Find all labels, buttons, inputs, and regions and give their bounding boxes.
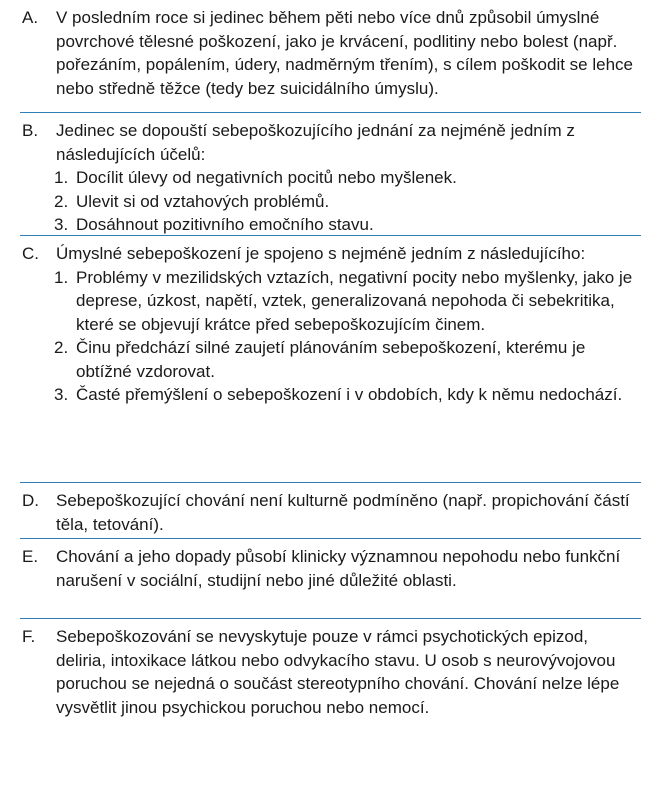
criterion-c xyxy=(20,236,641,483)
item-text: Činu předchází silné zaujetí plánováním sebepoškození, kterému je obtížné vzdorovat. xyxy=(76,338,586,381)
list-item xyxy=(54,166,641,190)
item-text: Ulevit si od vztahových problémů. xyxy=(76,191,330,211)
criterion-letter: A. xyxy=(22,8,39,27)
item-text: Časté přemýšlení o sebepoškození i v obdobích, kdy k němu nedochází. xyxy=(76,385,623,404)
list-item xyxy=(54,336,641,383)
criterion-text: Sebepoškozování se nevyskytuje pouze v rámci psychotických epizod, deliria, intoxikace látkou nebo odvykacího stavu. U osob s neurovývojovou poruchou se nejedná o součást stereotypního chování. Chování nelze lépe vysvětlit jinou psychickou poruchou nebo nemocí. xyxy=(56,627,620,717)
criterion-items xyxy=(54,166,641,237)
list-item xyxy=(54,190,641,214)
criterion-text: Sebepoškozující chování není kulturně podmíněno (např. propichování částí těla, tetování). xyxy=(56,491,630,534)
list-item xyxy=(54,213,641,237)
criterion-a xyxy=(20,0,641,113)
item-number: 2. xyxy=(54,338,69,357)
criterion-text: Jedinec se dopouští sebepoškozujícího jednání za nejméně jedním z následujících účelů: xyxy=(56,121,575,164)
criterion-letter: F. xyxy=(22,627,36,646)
criterion-letter: C. xyxy=(22,244,39,263)
item-number: 2. xyxy=(54,191,69,211)
list-item xyxy=(54,266,641,337)
item-number: 1. xyxy=(54,267,69,287)
criterion-d xyxy=(20,483,641,539)
criterion-letter: D. xyxy=(22,491,39,510)
criterion-text: Chování a jeho dopady působí klinicky významnou nepohodu nebo funkční narušení v sociální, studijní nebo jiné důležité oblasti. xyxy=(56,547,621,590)
criterion-items xyxy=(54,266,641,407)
item-number: 3. xyxy=(54,215,69,234)
list-item xyxy=(54,383,641,407)
criterion-e xyxy=(20,539,641,619)
criterion-letter: B. xyxy=(22,121,39,140)
item-number: 1. xyxy=(54,168,69,187)
item-text: Docílit úlevy od negativních pocitů nebo myšlenek. xyxy=(76,168,457,187)
item-text: Dosáhnout pozitivního emočního stavu. xyxy=(76,215,374,234)
criterion-letter: E. xyxy=(22,547,39,566)
item-number: 3. xyxy=(54,385,69,404)
criterion-text: Úmyslné sebepoškození je spojeno s nejméně jedním z následujícího: xyxy=(56,244,586,263)
criterion-f xyxy=(20,619,641,726)
criterion-text: V posledním roce si jedinec během pěti nebo více dnů způsobil úmyslné povrchové tělesné poškození, jako je krvácení, podlitiny nebo bolest (např. pořezáním, popálením, údery, nadměrným třením), s cílem poškodit se lehce nebo středně těžce (tedy bez suicidálního úmyslu). xyxy=(56,8,633,98)
criterion-b xyxy=(20,113,641,236)
item-text: Problémy v mezilidských vztazích, negativní pocity nebo myšlenky, jako je deprese, úzkost, napětí, vztek, generalizovaná nepohoda či sebekritika, které se objevují krátce před sebepoškozujícím činem. xyxy=(76,267,633,334)
